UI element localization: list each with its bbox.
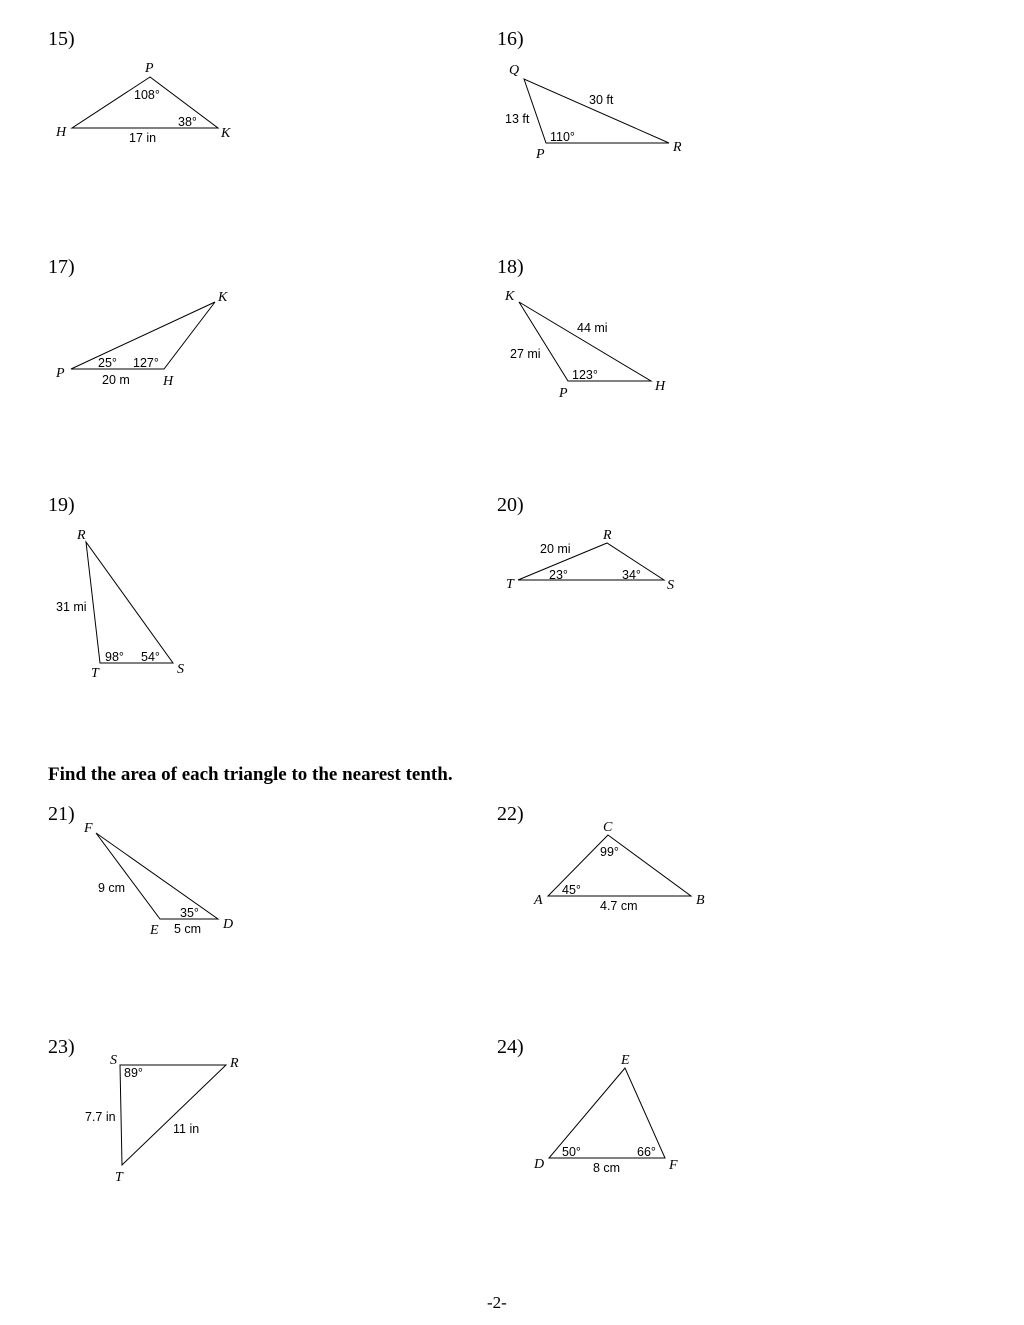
triangle-16-shape [524,79,669,143]
angle-label: 25° [98,356,117,370]
side-label: 31 mi [56,600,87,614]
problem-number: 18) [497,256,524,278]
angle-label: 34° [622,568,641,582]
problem-number: 15) [48,28,75,50]
side-label: 11 in [173,1122,200,1136]
angle-label: 99° [600,845,619,859]
triangle-figure-15 [55,61,231,145]
vertex-label: C [603,820,613,835]
vertex-label: B [696,893,705,908]
triangle-figure-19 [56,528,184,681]
angle-label: 66° [637,1145,656,1159]
angle-label: 98° [105,650,124,664]
problem-number: 21) [48,803,75,825]
problem-number: 20) [497,494,524,516]
vertex-label: P [536,147,545,162]
vertex-label: K [221,126,231,141]
vertex-label: H [655,379,666,394]
angle-label: 54° [141,650,160,664]
vertex-label: R [230,1056,239,1071]
vertex-label: H [56,125,67,140]
problem-number: 22) [497,803,524,825]
vertex-label: T [115,1170,123,1185]
vertex-label: R [603,528,612,543]
vertex-label: D [534,1157,545,1172]
angle-label: 35° [180,906,199,920]
triangle-figure-24 [533,1053,678,1175]
angle-label: 50° [562,1145,581,1159]
angle-label: 89° [124,1066,143,1080]
triangle-figure-16 [505,63,682,162]
side-label: 7.7 in [85,1110,116,1124]
vertex-label: D [223,917,234,932]
vertex-label: P [145,61,154,76]
page-number: -2- [487,1293,507,1312]
vertex-label: F [669,1158,678,1173]
vertex-label: S [667,578,674,593]
side-label: 5 cm [174,922,202,936]
section-instruction: Find the area of each triangle to the nearest tenth. [48,764,453,785]
angle-label: 45° [562,883,581,897]
vertex-label: F [84,821,93,836]
triangle-figure-18 [504,289,666,401]
side-label: 44 mi [577,321,608,335]
side-label: 20 m [102,373,130,387]
side-label: 8 cm [593,1161,621,1175]
vertex-label: S [110,1053,117,1068]
vertex-label: S [177,662,184,677]
vertex-label: P [56,366,65,381]
angle-label: 123° [572,368,598,382]
angle-label: 108° [134,88,160,102]
vertex-label: K [505,289,515,304]
triangle-figure-22 [533,820,705,913]
vertex-label: T [506,577,514,592]
vertex-label: R [673,140,682,155]
vertex-label: A [534,893,543,908]
triangle-figure-23 [85,1053,239,1185]
vertex-label: T [91,666,99,681]
triangle-21-shape [96,833,218,919]
triangle-figure-21 [83,821,233,938]
side-label: 13 ft [505,112,530,126]
problem-number: 23) [48,1036,75,1058]
vertex-label: E [150,923,159,938]
vertex-label: Q [509,63,520,78]
problem-number: 17) [48,256,75,278]
side-label: 9 cm [98,881,126,895]
vertex-label: H [163,374,174,389]
side-label: 30 ft [589,93,614,107]
vertex-label: P [559,386,568,401]
problem-number: 24) [497,1036,524,1058]
triangle-figure-17 [55,290,228,389]
angle-label: 38° [178,115,197,129]
problem-number: 16) [497,28,524,50]
side-label: 4.7 cm [600,899,638,913]
side-label: 27 mi [510,347,541,361]
side-label: 17 in [129,131,157,145]
problem-number: 19) [48,494,75,516]
side-label: 20 mi [540,542,571,556]
angle-label: 127° [133,356,159,370]
angle-label: 110° [550,130,575,144]
angle-label: 23° [549,568,568,582]
triangle-figure-20 [506,528,674,593]
vertex-label: R [77,528,86,543]
vertex-label: K [218,290,228,305]
triangle-19-shape [86,542,173,663]
triangle-23-shape [120,1065,226,1165]
vertex-label: E [621,1053,630,1068]
